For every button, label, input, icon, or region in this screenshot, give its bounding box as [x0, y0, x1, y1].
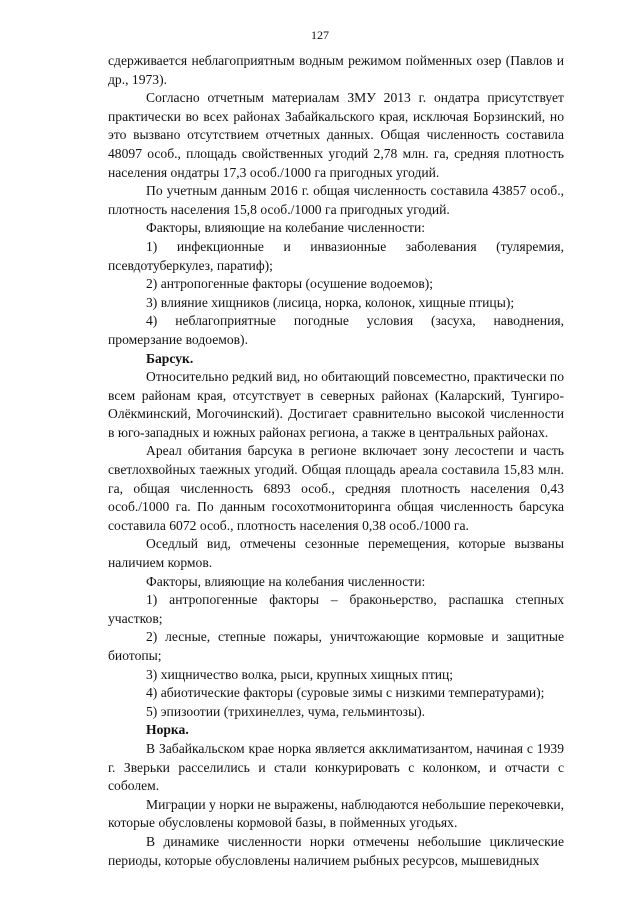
paragraph: 5) эпизоотии (трихинеллез, чума, гельминтозы).: [146, 703, 426, 719]
paragraph: сдерживается неблагоприятным водным режимом пойменных озер (Павлов и др., 1973).: [108, 53, 564, 87]
paragraph: В динамике численности норки отмечены небольшие циклические периоды, которые обусловлены наличием рыбных ресурсов, мышевидных: [108, 833, 564, 868]
paragraph: Относительно редкий вид, но обитающий повсеместно, практически по всем районам края, отсутствует в северных районах (Каларский, Тунгиро-Олёкминский, Могочинский). Достигает сравнительно высокой численности в юго-западных и южных районах региона, а также в центральных районах.: [108, 369, 564, 440]
paragraph: По учетным данным 2016 г. общая численность составила 43857 особ., плотность населения 15,8 особ./1000 га пригодных угодий.: [108, 183, 564, 217]
paragraph: В Забайкальском крае норка является акклиматизантом, начиная с 1939 г. Зверьки расселились и стали конкурировать с колонком, и отчасти с соболем.: [108, 740, 564, 794]
paragraph: 3) влияние хищников (лисица, норка, колонок, хищные птицы);: [146, 294, 515, 310]
paragraph: 3) хищничество волка, рыси, крупных хищных птиц;: [146, 666, 454, 682]
paragraph: Оседлый вид, отмечены сезонные перемещения, которые вызваны наличием кормов.: [108, 536, 564, 571]
paragraph: 2) лесные, степные пожары, уничтожающие кормовые и защитные биотопы;: [108, 629, 564, 663]
paragraph: 1) антропогенные факторы – браконьерство, распашка степных участков;: [108, 592, 564, 626]
paragraph: Факторы, влияющие на колебания численности:: [146, 573, 426, 589]
page-number: 127: [311, 28, 329, 42]
paragraph: 2) антропогенные факторы (осушение водоемов);: [146, 276, 434, 292]
section-heading: Норка.: [146, 722, 189, 738]
paragraph: Ареал обитания барсука в регионе включает зону лесостепи и часть светлохвойных таежных угодий. Общая площадь ареала составила 15,83 млн. га, общая численность 6893 особ., средняя плотность населения 0,43 особ./1000 га. По данным госохотмониторинга общая численность барсука составила 6072 особ., плотность населения 0,38 особ./1000 га.: [108, 443, 564, 533]
paragraph: 4) абиотические факторы (суровые зимы с низкими температурами);: [146, 685, 545, 701]
paragraph: Факторы, влияющие на колебание численности:: [146, 220, 426, 236]
paragraph: Согласно отчетным материалам ЗМУ 2013 г. ондатра присутствует практически во всех районах Забайкальского края, исключая Борзинский, но это вызвано отсутствием отчетных данных. Общая численность составила 48097 особ., площадь свойственных угодий 2,78 млн. га, средняя плотность населения ондатры 17,3 особ./1000 га пригодных угодий.: [108, 90, 564, 180]
document-body: [108, 52, 564, 870]
section-heading: Барсук.: [146, 350, 194, 366]
paragraph: 4) неблагоприятные погодные условия (засуха, наводнения, промерзание водоемов).: [108, 313, 564, 347]
paragraph: Миграции у норки не выражены, наблюдаются небольшие перекочевки, которые обусловлены кормовой базы, в пойменных угодьях.: [108, 796, 564, 831]
paragraph: 1) инфекционные и инвазионные заболевания (туляремия, псевдотуберкулез, паратиф);: [108, 238, 564, 273]
